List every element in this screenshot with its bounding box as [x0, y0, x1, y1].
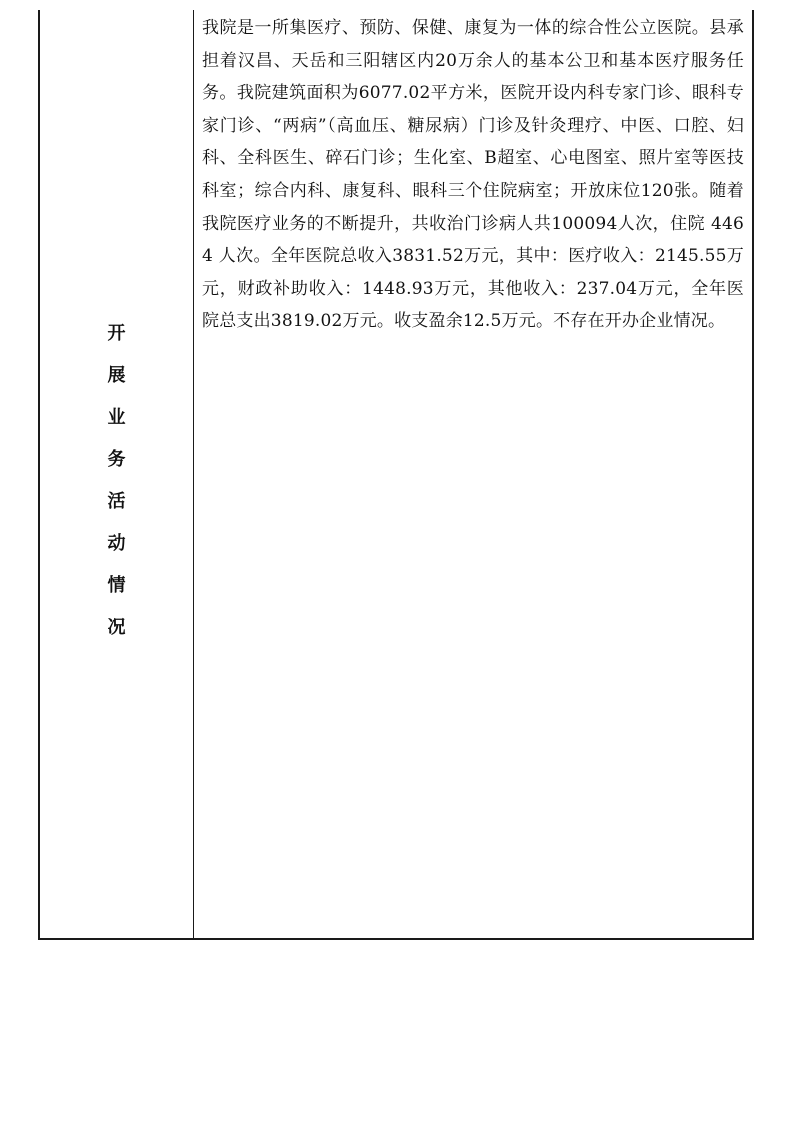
section-label-cell	[40, 10, 194, 938]
section-label-char: 开	[107, 323, 126, 344]
section-content-text: 我院是一所集医疗、预防、保健、康复为一体的综合性公立医院。县承担着汉昌、天岳和三阳辖区内20万余人的基本公卫和基本医疗服务任务。我院建筑面积为6077.02平方米，医院开设内科专家门诊、眼科专家门诊、“两病”（高血压、糖尿病）门诊及针灸理疗、中医、口腔、妇科、全科医生、碎石门诊；生化室、B超室、心电图室、照片室等医技科室；综合内科、康复科、眼科三个住院病室；开放床位120张。随着我院医疗业务的不断提升，共收治门诊病人共100094人次，住院 4464 人次。全年医院总收入3831.52万元，其中：医疗收入：2145.55万元，财政补助收入：1448.93万元，其他收入：237.04万元，全年医院总支出3819.02万元。收支盈余12.5万元。不存在开办企业情况。	[202, 18, 744, 332]
section-label-char: 活	[107, 491, 126, 512]
section-content-cell	[194, 10, 752, 938]
section-label-char: 情	[107, 575, 126, 596]
business-activity-table	[38, 10, 754, 940]
section-label-char: 动	[107, 533, 126, 554]
section-label	[40, 313, 193, 649]
section-label-char: 况	[107, 617, 126, 638]
section-label-char: 务	[107, 449, 126, 470]
section-label-char: 展	[107, 365, 126, 386]
section-label-char: 业	[107, 407, 126, 428]
